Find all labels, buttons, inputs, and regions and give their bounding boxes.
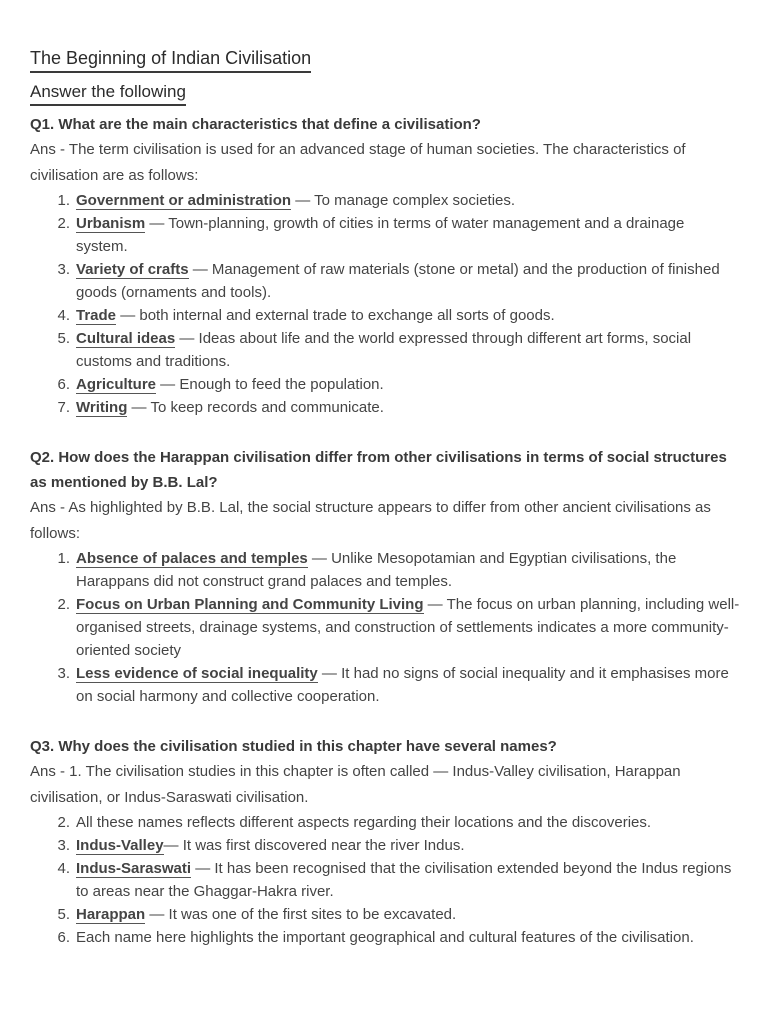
list-item: 3. Indus-Valley— It was first discovered near the river Indus.: [57, 837, 465, 854]
answer-2-list: [30, 547, 740, 708]
section-spacer: [30, 419, 740, 445]
list-item: 3. Less evidence of social inequality — It had no signs of social inequality and it emphasises more on social harmony and collective cooperation.: [57, 665, 729, 705]
answer-1-intro: Ans - The term civilisation is used for an advanced stage of human societies. The characteristics of civilisation are as follows:: [30, 141, 686, 184]
list-item: 6. Each name here highlights the important geographical and cultural features of the civilisation.: [57, 929, 694, 946]
list-item-term: Focus on Urban Planning and Community Living: [76, 596, 424, 613]
list-item-term: Trade: [76, 307, 117, 324]
list-item-term: Government or administration: [76, 192, 292, 209]
list-item: 4. Indus-Saraswati — It has been recognised that the civilisation extended beyond the Indus regions to areas near the Ghaggar-Hakra river.: [57, 860, 732, 900]
list-item: 2. Urbanism — Town-planning, growth of cities in terms of water management and a drainage system.: [57, 215, 685, 255]
list-item-term: Indus-Valley: [76, 837, 164, 854]
question-1-section: [30, 112, 740, 419]
question-2: Q2. How does the Harappan civilisation differ from other civilisations in terms of social structures as mentioned by B.B. Lal?: [30, 449, 727, 491]
section-spacer: [30, 708, 740, 734]
answer-1-list: [30, 189, 740, 419]
list-item: 1. Government or administration — To manage complex societies.: [57, 192, 516, 209]
list-item: 4. Trade — both internal and external trade to exchange all sorts of goods.: [57, 307, 555, 324]
list-item-term: Writing: [76, 399, 128, 416]
list-item: 6. Agriculture — Enough to feed the population.: [57, 376, 384, 393]
question-3: Q3. Why does the civilisation studied in this chapter have several names?: [30, 738, 557, 755]
list-item: 5. Cultural ideas — Ideas about life and the world expressed through different art forms, social customs and traditions.: [57, 330, 692, 370]
list-item-term: Variety of crafts: [76, 261, 189, 278]
question-1: Q1. What are the main characteristics that define a civilisation?: [30, 116, 481, 133]
list-item-term: Harappan: [76, 906, 146, 923]
page-title: The Beginning of Indian Civilisation: [30, 46, 311, 73]
answer-2-intro: Ans - As highlighted by B.B. Lal, the social structure appears to differ from other ancient civilisations as follows:: [30, 499, 711, 542]
list-item-term: Absence of palaces and temples: [76, 550, 308, 567]
answer-3-intro: Ans - 1. The civilisation studies in this chapter is often called — Indus-Valley civilisation, Harappan civilisation, or Indus-Saraswati civilisation.: [30, 763, 681, 806]
question-3-section: [30, 734, 740, 949]
list-item-term: Urbanism: [76, 215, 146, 232]
list-item-term: Cultural ideas: [76, 330, 176, 347]
question-2-section: [30, 445, 740, 708]
list-item: 2. Focus on Urban Planning and Community Living — The focus on urban planning, including well-organised streets, drainage systems, and construction of settlements indicates a more community-oriented society: [57, 596, 740, 659]
list-item: 7. Writing — To keep records and communicate.: [57, 399, 384, 416]
list-item: 3. Variety of crafts — Management of raw materials (stone or metal) and the production of finished goods (ornaments and tools).: [57, 261, 720, 301]
list-item-term: Indus-Saraswati: [76, 860, 192, 877]
answer-3-list: [30, 811, 740, 949]
list-item-term: Agriculture: [76, 376, 157, 393]
section-subtitle: Answer the following: [30, 81, 186, 106]
list-item: 1. Absence of palaces and temples — Unlike Mesopotamian and Egyptian civilisations, the Harappans did not construct grand palaces and temples.: [57, 550, 677, 590]
list-item-term: Less evidence of social inequality: [76, 665, 318, 682]
list-item: 2. All these names reflects different aspects regarding their locations and the discoveries.: [57, 814, 652, 831]
list-item: 5. Harappan — It was one of the first sites to be excavated.: [57, 906, 457, 923]
